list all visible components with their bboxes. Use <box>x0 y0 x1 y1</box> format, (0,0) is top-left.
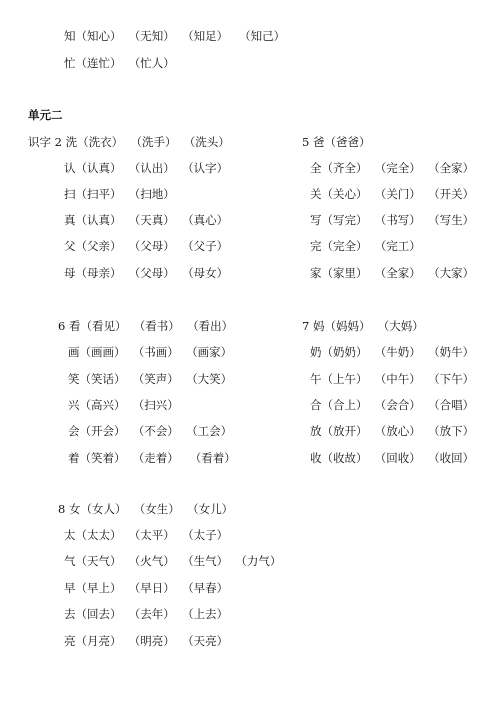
word-line: 画（画画） （书画） （画家） <box>68 345 233 359</box>
word-line: 母（母亲） （父母） （母女） <box>64 266 229 280</box>
word-line: 8 女（女人） （女生） （女儿） <box>58 502 234 516</box>
word-line: 会（开会） （不会） （工会） <box>68 424 233 438</box>
word-line: 笑（笑话） （笑声） （大笑） <box>68 372 233 386</box>
word-line: 收（收故） （回收） （收回） <box>310 451 475 465</box>
word-line: 写（写完） （书写） （写生） <box>310 213 475 227</box>
word-line: 忙（连忙） （忙人） <box>64 56 175 70</box>
word-line: 去（回去） （去年） （上去） <box>64 607 229 621</box>
word-line: 6 看（看见） （看书） （看出） <box>58 319 234 333</box>
word-line: 关（关心） （关门） （开关） <box>310 187 475 201</box>
word-line: 真（认真） （天真） （真心） <box>64 213 229 227</box>
word-line: 家（家里） （全家） （大家） <box>310 266 475 280</box>
word-line: 父（父亲） （父母） （父子） <box>64 239 229 253</box>
word-line: 亮（月亮） （明亮） （天亮） <box>64 634 229 648</box>
word-line: 扫（扫平） （扫地） <box>64 187 175 201</box>
word-line: 认（认真） （认出） （认字） <box>64 161 229 175</box>
word-line: 太（太太） （太平） （太子） <box>64 528 229 542</box>
word-line: 识字 2 洗（洗衣） （洗手） （洗头） <box>28 135 230 149</box>
word-line: 知（知心） （无知） （知足） （知己） <box>64 29 286 43</box>
word-line: 合（合上） （会合） （合唱） <box>310 398 475 412</box>
word-line: 全（齐全） （完全） （全家） <box>310 161 475 175</box>
word-line: 放（放开） （放心） （放下） <box>310 424 475 438</box>
word-line: 兴（高兴） （扫兴） <box>68 398 179 412</box>
word-line: 午（上午） （中午） （下午） <box>310 372 475 386</box>
word-line: 奶（奶奶） （牛奶） （奶牛） <box>310 345 475 359</box>
section-heading: 单元二 <box>28 108 63 122</box>
word-line: 完（完全） （完工） <box>310 239 421 253</box>
word-line: 着（笑着） （走着） （看着） <box>68 451 236 465</box>
word-line: 5 爸（爸爸） <box>302 135 371 149</box>
word-line: 早（早上） （早日） （早春） <box>64 581 229 595</box>
word-line: 7 妈（妈妈） （大妈） <box>302 319 424 333</box>
word-line: 气（天气） （火气） （生气） （力气） <box>64 554 282 568</box>
